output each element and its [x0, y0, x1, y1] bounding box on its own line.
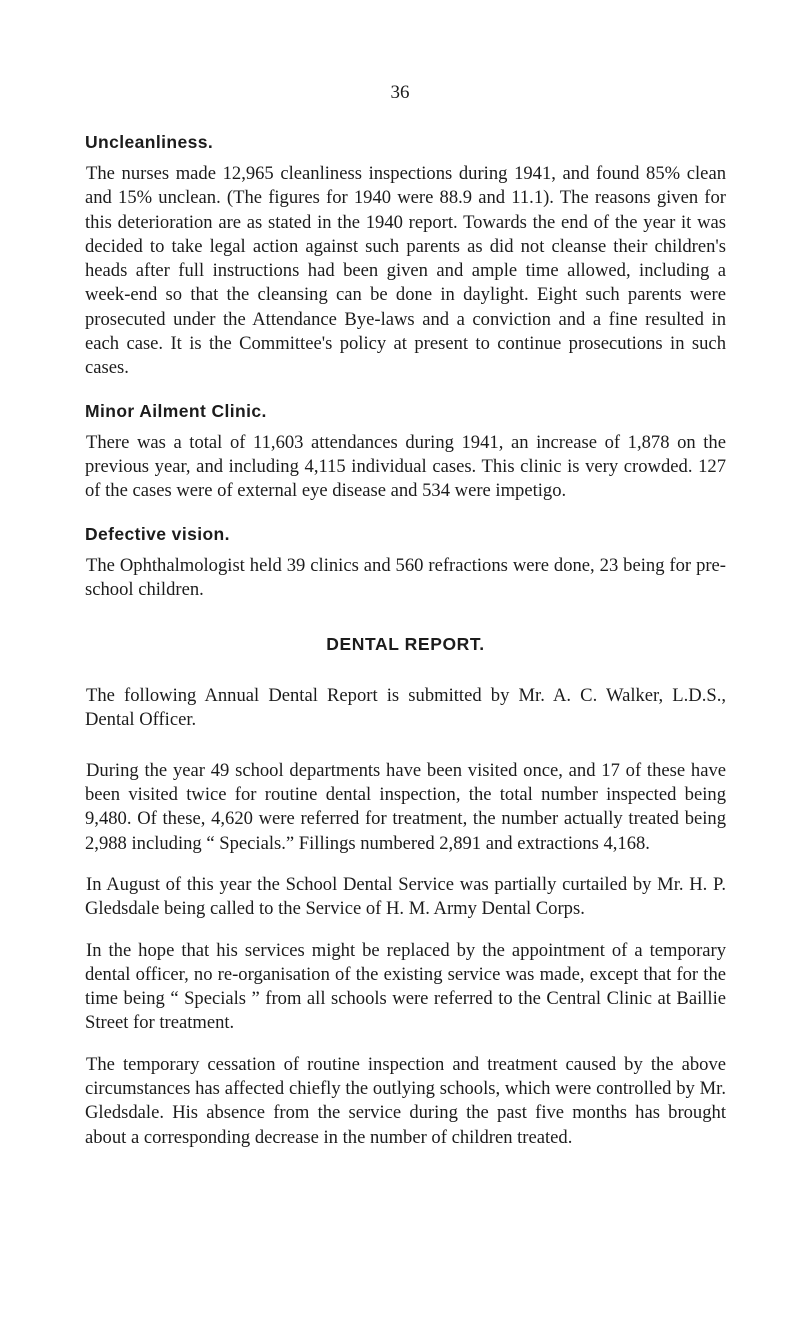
section-defective-vision	[85, 522, 726, 603]
paragraph-dental-intro: The following Annual Dental Report is submitted by Mr. A. C. Walker, L.D.S., Dental Officer.	[85, 685, 726, 731]
section-heading-uncleanliness: Uncleanliness.	[85, 132, 214, 152]
paragraph-dental-curtailment: In August of this year the School Dental Service was partially curtailed by Mr. H. P. Gledsdale being called to the Service of H. M. Army Dental Corps.	[85, 873, 726, 920]
paragraph-minor-ailment-clinic: There was a total of 11,603 attendances during 1941, an increase of 1,878 on the previous year, and including 4,115 individual cases. This clinic is very crowded. 127 of the cases were of external eye disease and 534 were impetigo.	[85, 431, 726, 502]
paragraph-dental-reorganisation: In the hope that his services might be replaced by the appointment of a temporary dental officer, no re-organisation of the existing service was made, except that for the time being “ Specials ” from all schools were referred to the Central Clinic at Baillie Street for treatment.	[85, 939, 726, 1034]
section-dental-report	[85, 632, 726, 1150]
section-uncleanliness	[85, 130, 726, 381]
section-heading-minor-ailment-clinic: Minor Ailment Clinic.	[85, 400, 267, 421]
paragraph-dental-cessation: The temporary cessation of routine inspection and treatment caused by the above circumstances has affected chiefly the outlying schools, which were controlled by Mr. Gledsdale. His absence from the service during the past five months has brought about a corresponding decrease in the number of children treated.	[85, 1053, 726, 1148]
paragraph-defective-vision: The Ophthalmologist held 39 clinics and 560 refractions were done, 23 being for pre-school children.	[85, 554, 726, 600]
section-heading-defective-vision: Defective vision.	[85, 523, 230, 544]
paragraph-uncleanliness: The nurses made 12,965 cleanliness inspections during 1941, and found 85% clean and 15% unclean. (The figures for 1940 were 88.9 and 11.1). The reasons given for this deterioration are as stated in the 1940 report. Towards the end of the year it was decided to take legal action against such parents as did not cleanse their children's heads after full instructions had been given and ample time allowed, including a week-end so that the cleansing can be done in daylight. Eight such parents were prosecuted under the Attendance Bye-laws and a conviction and a fine resulted in each case. It is the Committee's policy at present to continue prosecutions in such cases.	[85, 163, 726, 379]
page-number: 36	[390, 82, 410, 103]
paragraph-dental-inspections: During the year 49 school departments have been visited once, and 17 of these have been visited twice for routine dental inspection, the total number inspected being 9,480. Of these, 4,620 were referred for treatment, the number actually treated being 2,988 including “ Specials.” Fillings numbered 2,891 and extractions 4,168.	[85, 759, 726, 854]
text-column	[85, 130, 726, 1150]
section-heading-dental-report: DENTAL REPORT.	[326, 634, 485, 655]
section-minor-ailment-clinic	[85, 399, 726, 504]
